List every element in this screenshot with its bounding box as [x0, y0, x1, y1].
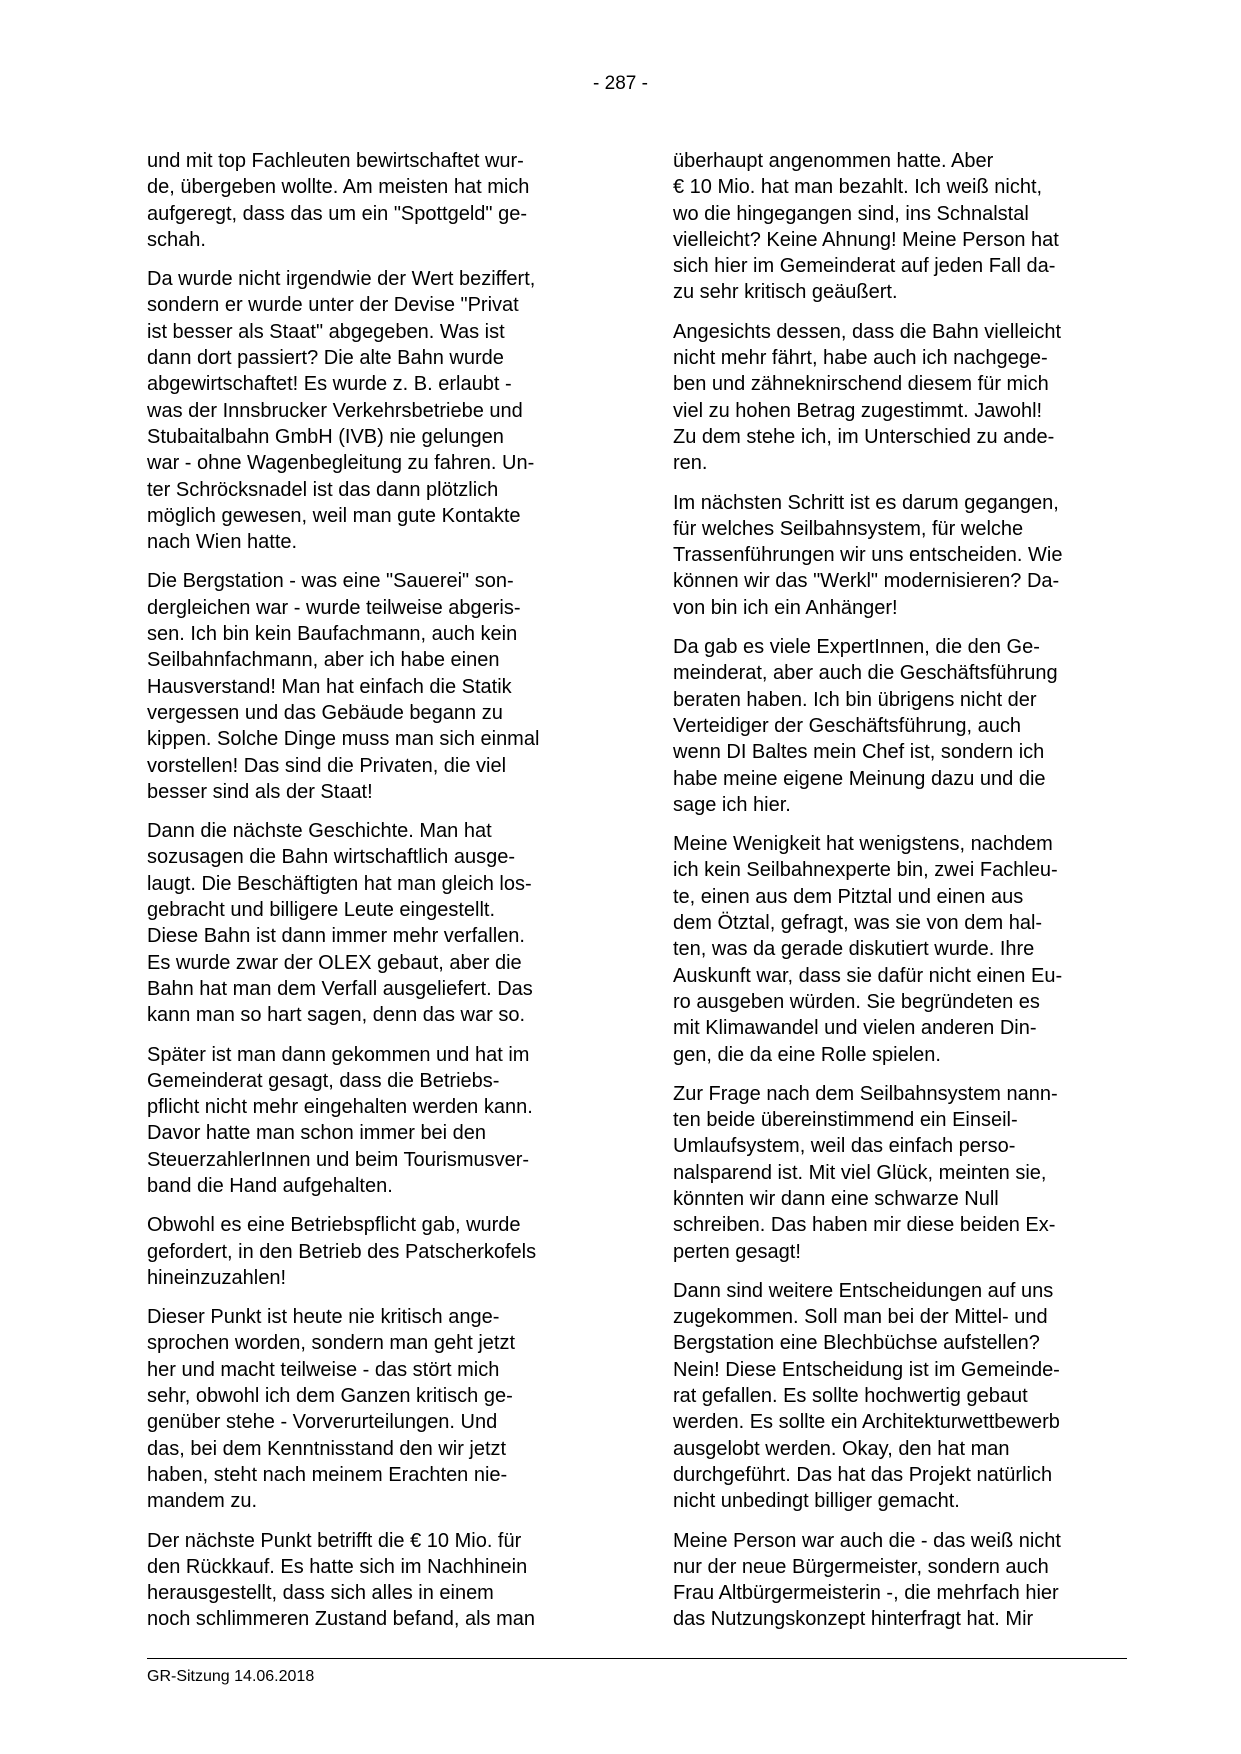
text-line: können wir das "Werkl" modernisieren? Da- [673, 570, 1060, 593]
text-line: Später ist man dann gekommen und hat im [147, 1043, 530, 1066]
text-line: Stubaitalbahn GmbH (IVB) nie gelungen [147, 425, 504, 448]
text-line: perten gesagt! [673, 1240, 801, 1263]
text-line: überhaupt angenommen hatte. Aber [673, 150, 994, 172]
text-line: Davor hatte man schon immer bei den [147, 1122, 487, 1145]
text-line: sondern er wurde unter der Devise "Privat [147, 294, 519, 317]
page-number: - 287 - [593, 73, 648, 94]
text-line: Frau Altbürgermeisterin -, die mehrfach hier [673, 1582, 1059, 1605]
text-line: Die Bergstation - was eine "Sauerei" son- [147, 570, 514, 593]
text-line: zu sehr kritisch geäußert. [673, 281, 898, 304]
paragraph [147, 568, 599, 805]
text-line: das, bei dem Kenntnisstand den wir jetzt [147, 1437, 507, 1460]
text-line: Umlaufsystem, weil das einfach perso- [673, 1135, 1016, 1158]
text-line: de, übergeben wollte. Am meisten hat mich [147, 176, 530, 199]
text-line: und mit top Fachleuten bewirtschaftet wur- [147, 150, 524, 172]
text-line: Angesichts dessen, dass die Bahn vielleicht [673, 320, 1062, 343]
text-line: band die Hand aufgehalten. [147, 1174, 393, 1197]
text-line: SteuerzahlerInnen und beim Tourismusver- [147, 1148, 530, 1171]
text-line: beraten haben. Ich bin übrigens nicht der [673, 688, 1037, 711]
text-line: ben und zähneknirschend diesem für mich [673, 373, 1049, 396]
paragraph [673, 1278, 1125, 1515]
text-line: € 10 Mio. hat man bezahlt. Ich weiß nicht, [673, 176, 1043, 199]
text-line: Es wurde zwar der OLEX gebaut, aber die [147, 951, 522, 974]
text-line: Hausverstand! Man hat einfach die Statik [147, 675, 512, 698]
text-line: Gemeinderat gesagt, dass die Betriebs- [147, 1069, 500, 1092]
text-line: Seilbahnfachmann, aber ich habe einen [147, 649, 500, 672]
paragraph [673, 490, 1125, 621]
text-line: Dieser Punkt ist heute nie kritisch ange- [147, 1306, 500, 1329]
paragraph [673, 831, 1125, 1068]
text-line: Bahn hat man dem Verfall ausgeliefert. Das [147, 977, 533, 1000]
text-line: Der nächste Punkt betrifft die € 10 Mio. für [147, 1529, 522, 1552]
paragraph [147, 148, 599, 253]
text-line: mit Klimawandel und vielen anderen Din- [673, 1017, 1037, 1040]
text-line: gen, die da eine Rolle spielen. [673, 1043, 941, 1066]
text-line: schreiben. Das haben mir diese beiden Ex- [673, 1214, 1056, 1237]
text-line: werden. Es sollte ein Architekturwettbewerb [673, 1411, 1060, 1434]
text-line: nur der neue Bürgermeister, sondern auch [673, 1555, 1049, 1578]
text-line: von bin ich ein Anhänger! [673, 596, 898, 619]
paragraph [673, 634, 1125, 818]
text-line: kippen. Solche Dinge muss man sich einmal [147, 728, 540, 751]
paragraph [147, 1042, 599, 1200]
paragraph [673, 148, 1125, 306]
text-line: sprochen worden, sondern man geht jetzt [147, 1332, 515, 1355]
paragraph [673, 1528, 1125, 1633]
paragraph [673, 319, 1125, 477]
text-line: für welches Seilbahnsystem, für welche [673, 517, 1024, 540]
text-line: te, einen aus dem Pitztal und einen aus [673, 885, 1024, 908]
text-line: nicht mehr fährt, habe auch ich nachgege- [673, 347, 1048, 370]
text-line: nach Wien hatte. [147, 531, 298, 554]
text-line: Trassenführungen wir uns entscheiden. Wie [673, 544, 1063, 567]
text-line: Dann die nächste Geschichte. Man hat [147, 820, 492, 843]
footer-divider [147, 1658, 1127, 1659]
text-line: wo die hingegangen sind, ins Schnalstal [673, 202, 1029, 225]
paragraph [147, 1212, 599, 1291]
text-line: sehr, obwohl ich dem Ganzen kritisch ge- [147, 1385, 513, 1408]
text-line: herausgestellt, dass sich alles in einem [147, 1582, 494, 1605]
text-line: nicht unbedingt billiger gemacht. [673, 1490, 960, 1513]
text-line: Da wurde nicht irgendwie der Wert beziffert, [147, 268, 536, 291]
text-line: kann man so hart sagen, denn das war so. [147, 1004, 526, 1027]
text-line: besser sind als der Staat! [147, 780, 373, 803]
text-line: möglich gewesen, weil man gute Kontakte [147, 504, 521, 527]
text-line: Bergstation eine Blechbüchse aufstellen? [673, 1332, 1040, 1355]
text-line: sich hier im Gemeinderat auf jeden Fall da- [673, 255, 1056, 278]
left-column [147, 148, 599, 1646]
text-line: abgewirtschaftet! Es wurde z. B. erlaubt - [147, 373, 512, 396]
text-line: hineinzuzahlen! [147, 1266, 286, 1289]
paragraph [147, 1304, 599, 1514]
text-line: könnten wir dann eine schwarze Null [673, 1187, 999, 1210]
text-line: das Nutzungskonzept hinterfragt hat. Mir [673, 1608, 1034, 1631]
text-line: Nein! Diese Entscheidung ist im Gemeinde- [673, 1358, 1060, 1381]
text-line: genüber stehe - Vorverurteilungen. Und [147, 1411, 498, 1434]
text-line: ter Schröcksnadel ist das dann plötzlich [147, 478, 499, 501]
text-line: ausgelobt werden. Okay, den hat man [673, 1437, 1010, 1460]
text-line: dergleichen war - wurde teilweise abgeris- [147, 596, 521, 619]
text-line: haben, steht nach meinem Erachten nie- [147, 1463, 508, 1486]
text-line: ren. [673, 452, 708, 475]
text-line: schah. [147, 228, 206, 251]
footer-session-date: GR-Sitzung 14.06.2018 [147, 1668, 315, 1685]
text-line: meinderat, aber auch die Geschäftsführung [673, 662, 1058, 685]
text-line: aufgeregt, dass das um ein "Spottgeld" ge- [147, 202, 527, 225]
text-line: Zur Frage nach dem Seilbahnsystem nann- [673, 1082, 1058, 1105]
text-line: wenn DI Baltes mein Chef ist, sondern ich [673, 741, 1045, 764]
text-line: war - ohne Wagenbegleitung zu fahren. Un- [147, 452, 535, 475]
text-line: was der Innsbrucker Verkehrsbetriebe und [147, 399, 523, 422]
paragraph [147, 266, 599, 555]
text-line: zugekommen. Soll man bei der Mittel- und [673, 1306, 1048, 1329]
text-line: den Rückkauf. Es hatte sich im Nachhinein [147, 1555, 528, 1578]
text-line: Meine Person war auch die - das weiß nicht [673, 1529, 1061, 1552]
text-line: habe meine eigene Meinung dazu und die [673, 767, 1046, 790]
text-line: sage ich hier. [673, 793, 791, 816]
text-line: sozusagen die Bahn wirtschaftlich ausge- [147, 846, 515, 869]
text-line: ten beide übereinstimmend ein Einseil- [673, 1109, 1018, 1132]
text-line: ro ausgeben würden. Sie begründeten es [673, 990, 1040, 1013]
text-line: nalsparend ist. Mit viel Glück, meinten sie, [673, 1161, 1047, 1184]
text-line: vielleicht? Keine Ahnung! Meine Person hat [673, 228, 1059, 251]
text-line: pflicht nicht mehr eingehalten werden kann. [147, 1096, 533, 1119]
right-column [673, 148, 1125, 1646]
text-line: dem Ötztal, gefragt, was sie von dem hal- [673, 912, 1043, 935]
text-line: viel zu hohen Betrag zugestimmt. Jawohl! [673, 399, 1043, 422]
text-line: ist besser als Staat" abgegeben. Was ist [147, 320, 505, 343]
text-line: her und macht teilweise - das stört mich [147, 1358, 500, 1381]
text-line: gebracht und billigere Leute eingestellt. [147, 899, 496, 922]
text-line: Dann sind weitere Entscheidungen auf uns [673, 1279, 1054, 1302]
paragraph [673, 1081, 1125, 1265]
text-line: Da gab es viele ExpertInnen, die den Ge- [673, 636, 1040, 659]
text-line: Zu dem stehe ich, im Unterschied zu ande- [673, 425, 1055, 448]
text-line: rat gefallen. Es sollte hochwertig gebaut [673, 1385, 1028, 1408]
text-line: laugt. Die Beschäftigten hat man gleich los- [147, 872, 532, 895]
text-line: vorstellen! Das sind die Privaten, die viel [147, 754, 507, 777]
text-line: mandem zu. [147, 1490, 258, 1513]
paragraph [147, 818, 599, 1028]
text-line: sen. Ich bin kein Baufachmann, auch kein [147, 623, 518, 646]
text-line: gefordert, in den Betrieb des Patscherkofels [147, 1240, 537, 1263]
text-line: Im nächsten Schritt ist es darum gegangen, [673, 491, 1059, 514]
text-line: durchgeführt. Das hat das Projekt natürlich [673, 1463, 1053, 1486]
text-line: ten, was da gerade diskutiert wurde. Ihre [673, 938, 1035, 961]
text-line: Obwohl es eine Betriebspflicht gab, wurde [147, 1214, 521, 1237]
text-line: ich kein Seilbahnexperte bin, zwei Fachleu- [673, 859, 1058, 882]
text-line: Auskunft war, dass sie dafür nicht einen Eu- [673, 964, 1063, 987]
text-line: vergessen und das Gebäude begann zu [147, 701, 503, 724]
text-line: dann dort passiert? Die alte Bahn wurde [147, 347, 504, 370]
text-line: Diese Bahn ist dann immer mehr verfallen. [147, 925, 525, 948]
text-line: Meine Wenigkeit hat wenigstens, nachdem [673, 833, 1053, 856]
text-line: noch schlimmeren Zustand befand, als man [147, 1608, 535, 1631]
text-line: Verteidiger der Geschäftsführung, auch [673, 714, 1021, 737]
paragraph [147, 1528, 599, 1633]
